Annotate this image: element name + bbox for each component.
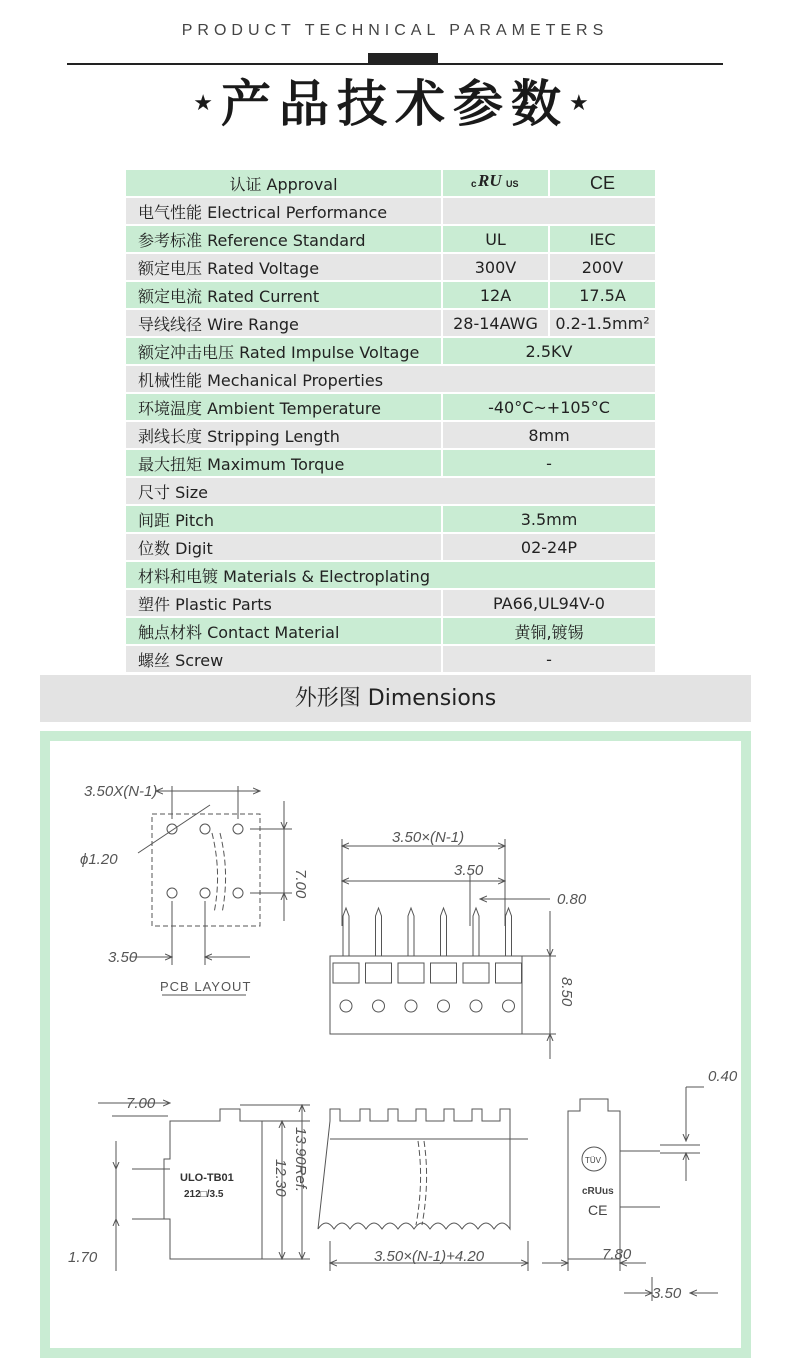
row-label: 最大扭矩 Maximum Torque xyxy=(126,450,441,476)
row-value: -40°C~+105°C xyxy=(441,394,655,420)
body-brand-label: ULO-TB01 xyxy=(180,1172,234,1184)
table-row xyxy=(126,450,655,476)
connector-right-view xyxy=(568,1099,620,1259)
header-chinese-title xyxy=(0,72,790,140)
dim-label-pitch-n: 3.50X(N-1) xyxy=(84,783,158,800)
table-row xyxy=(126,646,655,672)
release-button xyxy=(373,1000,385,1012)
pcb-layout-label: PCB LAYOUT xyxy=(160,979,252,994)
pin xyxy=(441,908,447,956)
dim-label-pin-h: 8.50 xyxy=(558,977,575,1007)
row-label: 环境温度 Ambient Temperature xyxy=(126,394,441,420)
svg-text:RU: RU xyxy=(477,171,502,190)
row-value: PA66,UL94V-0 xyxy=(441,590,655,616)
row-value-ul: 28-14AWG xyxy=(441,310,548,336)
row-label: 导线线径 Wire Range xyxy=(126,310,441,336)
ce-mark-icon: CE xyxy=(548,170,655,196)
row-label: 塑件 Plastic Parts xyxy=(126,590,441,616)
table-row xyxy=(126,282,655,308)
table-row xyxy=(126,254,655,280)
row-value: - xyxy=(441,450,655,476)
wire-slot xyxy=(431,963,457,983)
dim-label-pin-w: 0.80 xyxy=(557,891,587,908)
star-icon: ★ xyxy=(193,90,221,116)
connector-pins xyxy=(333,908,522,1012)
release-button xyxy=(438,1000,450,1012)
table-row xyxy=(126,198,655,224)
row-label: 螺丝 Screw xyxy=(126,646,441,672)
dim-label-right-pitch: 3.50 xyxy=(652,1285,682,1302)
row-label: 剥线长度 Stripping Length xyxy=(126,422,441,448)
technical-drawing xyxy=(50,741,741,1348)
row-value: 3.5mm xyxy=(441,506,655,532)
row-label: 额定电流 Rated Current xyxy=(126,282,441,308)
table-row xyxy=(126,394,655,420)
table-row xyxy=(126,366,655,392)
tuv-mark-text: TÜV xyxy=(585,1156,601,1165)
dim-label-front-len: 3.50×(N-1)+4.20 xyxy=(374,1248,485,1265)
wire-slot xyxy=(366,963,392,983)
star-icon: ★ xyxy=(569,90,597,116)
dim-label-side-w: 7.00 xyxy=(126,1095,156,1112)
header-divider-tab xyxy=(368,53,438,64)
header-english-title: PRODUCT TECHNICAL PARAMETERS xyxy=(181,22,609,39)
row-label: 额定冲击电压 Rated Impulse Voltage xyxy=(126,338,441,364)
dim-label-hole-dia: ϕ1.20 xyxy=(80,851,118,868)
row-value-ul: 300V xyxy=(441,254,548,280)
row-value-ul: UL xyxy=(441,226,548,252)
dim-label-right-thick: 0.40 xyxy=(708,1068,738,1085)
ul-mark-small: cRUus xyxy=(582,1186,614,1197)
row-value-iec: IEC xyxy=(548,226,655,252)
dim-label-pin-off: 1.70 xyxy=(68,1249,98,1266)
dim-label-side-h1: 12.30 xyxy=(272,1159,289,1197)
row-label: 触点材料 Contact Material xyxy=(126,618,441,644)
row-value: 02-24P xyxy=(441,534,655,560)
body-model-label: 212□/3.5 xyxy=(184,1189,224,1200)
header-chinese-text: 产品技术参数 xyxy=(221,75,569,133)
dim-label-row-gap: 7.00 xyxy=(292,869,309,899)
table-row xyxy=(126,478,655,504)
release-button xyxy=(503,1000,515,1012)
dimensions-drawing-area xyxy=(50,741,741,1348)
pcb-outline xyxy=(152,814,260,926)
row-label: 间距 Pitch xyxy=(126,506,441,532)
row-value-ul: 12A xyxy=(441,282,548,308)
dim-label-top-span: 3.50×(N-1) xyxy=(392,829,465,846)
dimensions-title: 外形图 Dimensions xyxy=(40,675,751,722)
release-button xyxy=(340,1000,352,1012)
row-label: 机械性能 Mechanical Properties xyxy=(126,366,655,392)
pin xyxy=(343,908,349,956)
approval-label: 认证 Approval xyxy=(126,170,441,196)
ce-mark-small: CE xyxy=(588,1202,608,1218)
ul-mark-icon xyxy=(441,170,548,196)
row-value-iec: 17.5A xyxy=(548,282,655,308)
pin xyxy=(506,908,512,956)
wire-slot xyxy=(333,963,359,983)
table-row xyxy=(126,562,655,588)
connector-side-view xyxy=(164,1109,262,1259)
row-label: 位数 Digit xyxy=(126,534,441,560)
row-value: 2.5KV xyxy=(441,338,655,364)
row-label: 电气性能 Electrical Performance xyxy=(126,198,441,224)
dimensions-frame xyxy=(40,731,751,1358)
pin xyxy=(376,908,382,956)
table-row xyxy=(126,506,655,532)
row-value-iec: 0.2-1.5mm² xyxy=(548,310,655,336)
release-button xyxy=(470,1000,482,1012)
dim-label-top-pitch: 3.50 xyxy=(454,862,484,879)
row-label: 参考标准 Reference Standard xyxy=(126,226,441,252)
row-label: 材料和电镀 Materials & Electroplating xyxy=(126,562,655,588)
table-row xyxy=(126,338,655,364)
table-row xyxy=(126,618,655,644)
table-row-approval xyxy=(126,170,655,196)
table-row xyxy=(126,310,655,336)
row-label: 额定电压 Rated Voltage xyxy=(126,254,441,280)
row-value: 8mm xyxy=(441,422,655,448)
row-value: - xyxy=(441,646,655,672)
pin xyxy=(473,908,479,956)
wire-slot xyxy=(496,963,522,983)
row-value: 黄铜,镀锡 xyxy=(441,618,655,644)
spec-table xyxy=(126,168,655,674)
dim-label-pitch-pcb: 3.50 xyxy=(108,949,138,966)
svg-text:c: c xyxy=(470,179,477,190)
pin xyxy=(408,908,414,956)
dim-label-side-h2: 13.90Ref. xyxy=(292,1127,309,1193)
row-value-iec: 200V xyxy=(548,254,655,280)
table-row xyxy=(126,590,655,616)
table-row xyxy=(126,226,655,252)
dim-label-right-w: 7.80 xyxy=(602,1246,632,1263)
wire-slot xyxy=(463,963,489,983)
table-row xyxy=(126,534,655,560)
row-label: 尺寸 Size xyxy=(126,478,655,504)
wire-slot xyxy=(398,963,424,983)
connector-front-view xyxy=(318,1109,510,1229)
release-button xyxy=(405,1000,417,1012)
svg-text:US: US xyxy=(505,179,519,189)
table-row xyxy=(126,422,655,448)
